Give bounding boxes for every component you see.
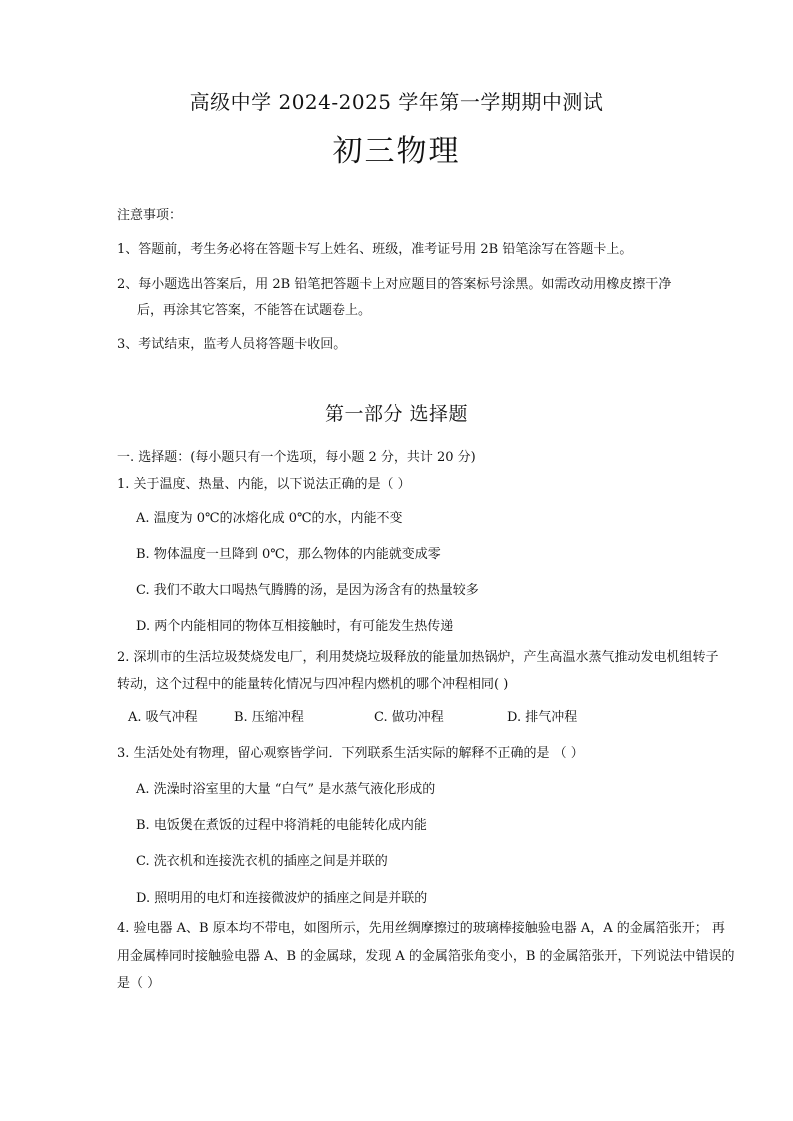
- section-title: 第一部分 选择题: [324, 403, 469, 425]
- exam-title: 高级中学 2024-2025 学年第一学期期中测试: [189, 90, 604, 114]
- question-2-stem-line1: 2. 深圳市的生活垃圾焚烧发电厂，利用焚烧垃圾释放的能量加热锅炉，产生高温水蒸气推动发电机组转子: [117, 650, 719, 665]
- question-2-option-a: A. 吸气冲程: [128, 710, 198, 725]
- question-4-stem-line2: 用金属棒同时接触验电器 A、B 的金属球，发现 A 的金属箔张角变小，B 的金属箔张开，下列说法中错误的: [117, 949, 735, 964]
- question-2-stem-line2: 转动，这个过程中的能量转化情况与四冲程内燃机的哪个冲程相同( ): [117, 677, 509, 692]
- section-instruction: 一. 选择题：(每小题只有一个选项，每小题 2 分，共计 20 分): [117, 450, 476, 465]
- notice-item-2-line1: 2、每小题选出答案后，用 2B 铅笔把答题卡上对应题目的答案标号涂黑。如需改动用橡皮擦干净: [117, 277, 672, 292]
- question-1-option-b: B. 物体温度一旦降到 0℃，那么物体的内能就变成零: [136, 547, 441, 562]
- question-2-option-b: B. 压缩冲程: [234, 710, 304, 725]
- question-2-options: [128, 706, 688, 726]
- question-1-stem: 1. 关于温度、热量、内能，以下说法正确的是（ ）: [117, 477, 411, 492]
- question-4-stem-line3: 是（ ）: [117, 976, 161, 991]
- question-3-option-a: A. 洗澡时浴室里的大量 “白气” 是水蒸气液化形成的: [136, 782, 436, 797]
- question-1-option-c: C. 我们不敢大口喝热气腾腾的汤，是因为汤含有的热量较多: [136, 583, 479, 598]
- question-2-option-d: D. 排气冲程: [507, 710, 578, 725]
- question-3-option-c: C. 洗衣机和连接洗衣机的插座之间是并联的: [136, 854, 388, 869]
- notice-item-3: 3、考试结束，监考人员将答题卡收回。: [117, 337, 347, 352]
- question-3-option-b: B. 电饭煲在煮饭的过程中将消耗的电能转化成内能: [136, 818, 427, 833]
- notice-heading: 注意事项：: [117, 208, 183, 223]
- question-3-stem: 3. 生活处处有物理，留心观察皆学问．下列联系生活实际的解释不正确的是 （ ）: [117, 746, 584, 761]
- question-2-option-c: C. 做功冲程: [374, 710, 444, 725]
- question-3-option-d: D. 照明用的电灯和连接微波炉的插座之间是并联的: [136, 891, 428, 906]
- notice-item-1: 1、答题前，考生务必将在答题卡写上姓名、班级，准考证号用 2B 铅笔涂写在答题卡上。: [117, 242, 633, 257]
- subject-title: 初三物理: [332, 134, 461, 169]
- notice-item-2-line2: 后，再涂其它答案，不能答在试题卷上。: [137, 303, 372, 318]
- question-1-option-a: A. 温度为 0℃的冰熔化成 0℃的水，内能不变: [136, 511, 403, 526]
- question-4-stem-line1: 4. 验电器 A、B 原本均不带电，如图所示，先用丝绸摩擦过的玻璃棒接触验电器 A，A 的金属箔张开； 再: [117, 921, 725, 936]
- question-1-option-d: D. 两个内能相同的物体互相接触时，有可能发生热传递: [136, 619, 454, 634]
